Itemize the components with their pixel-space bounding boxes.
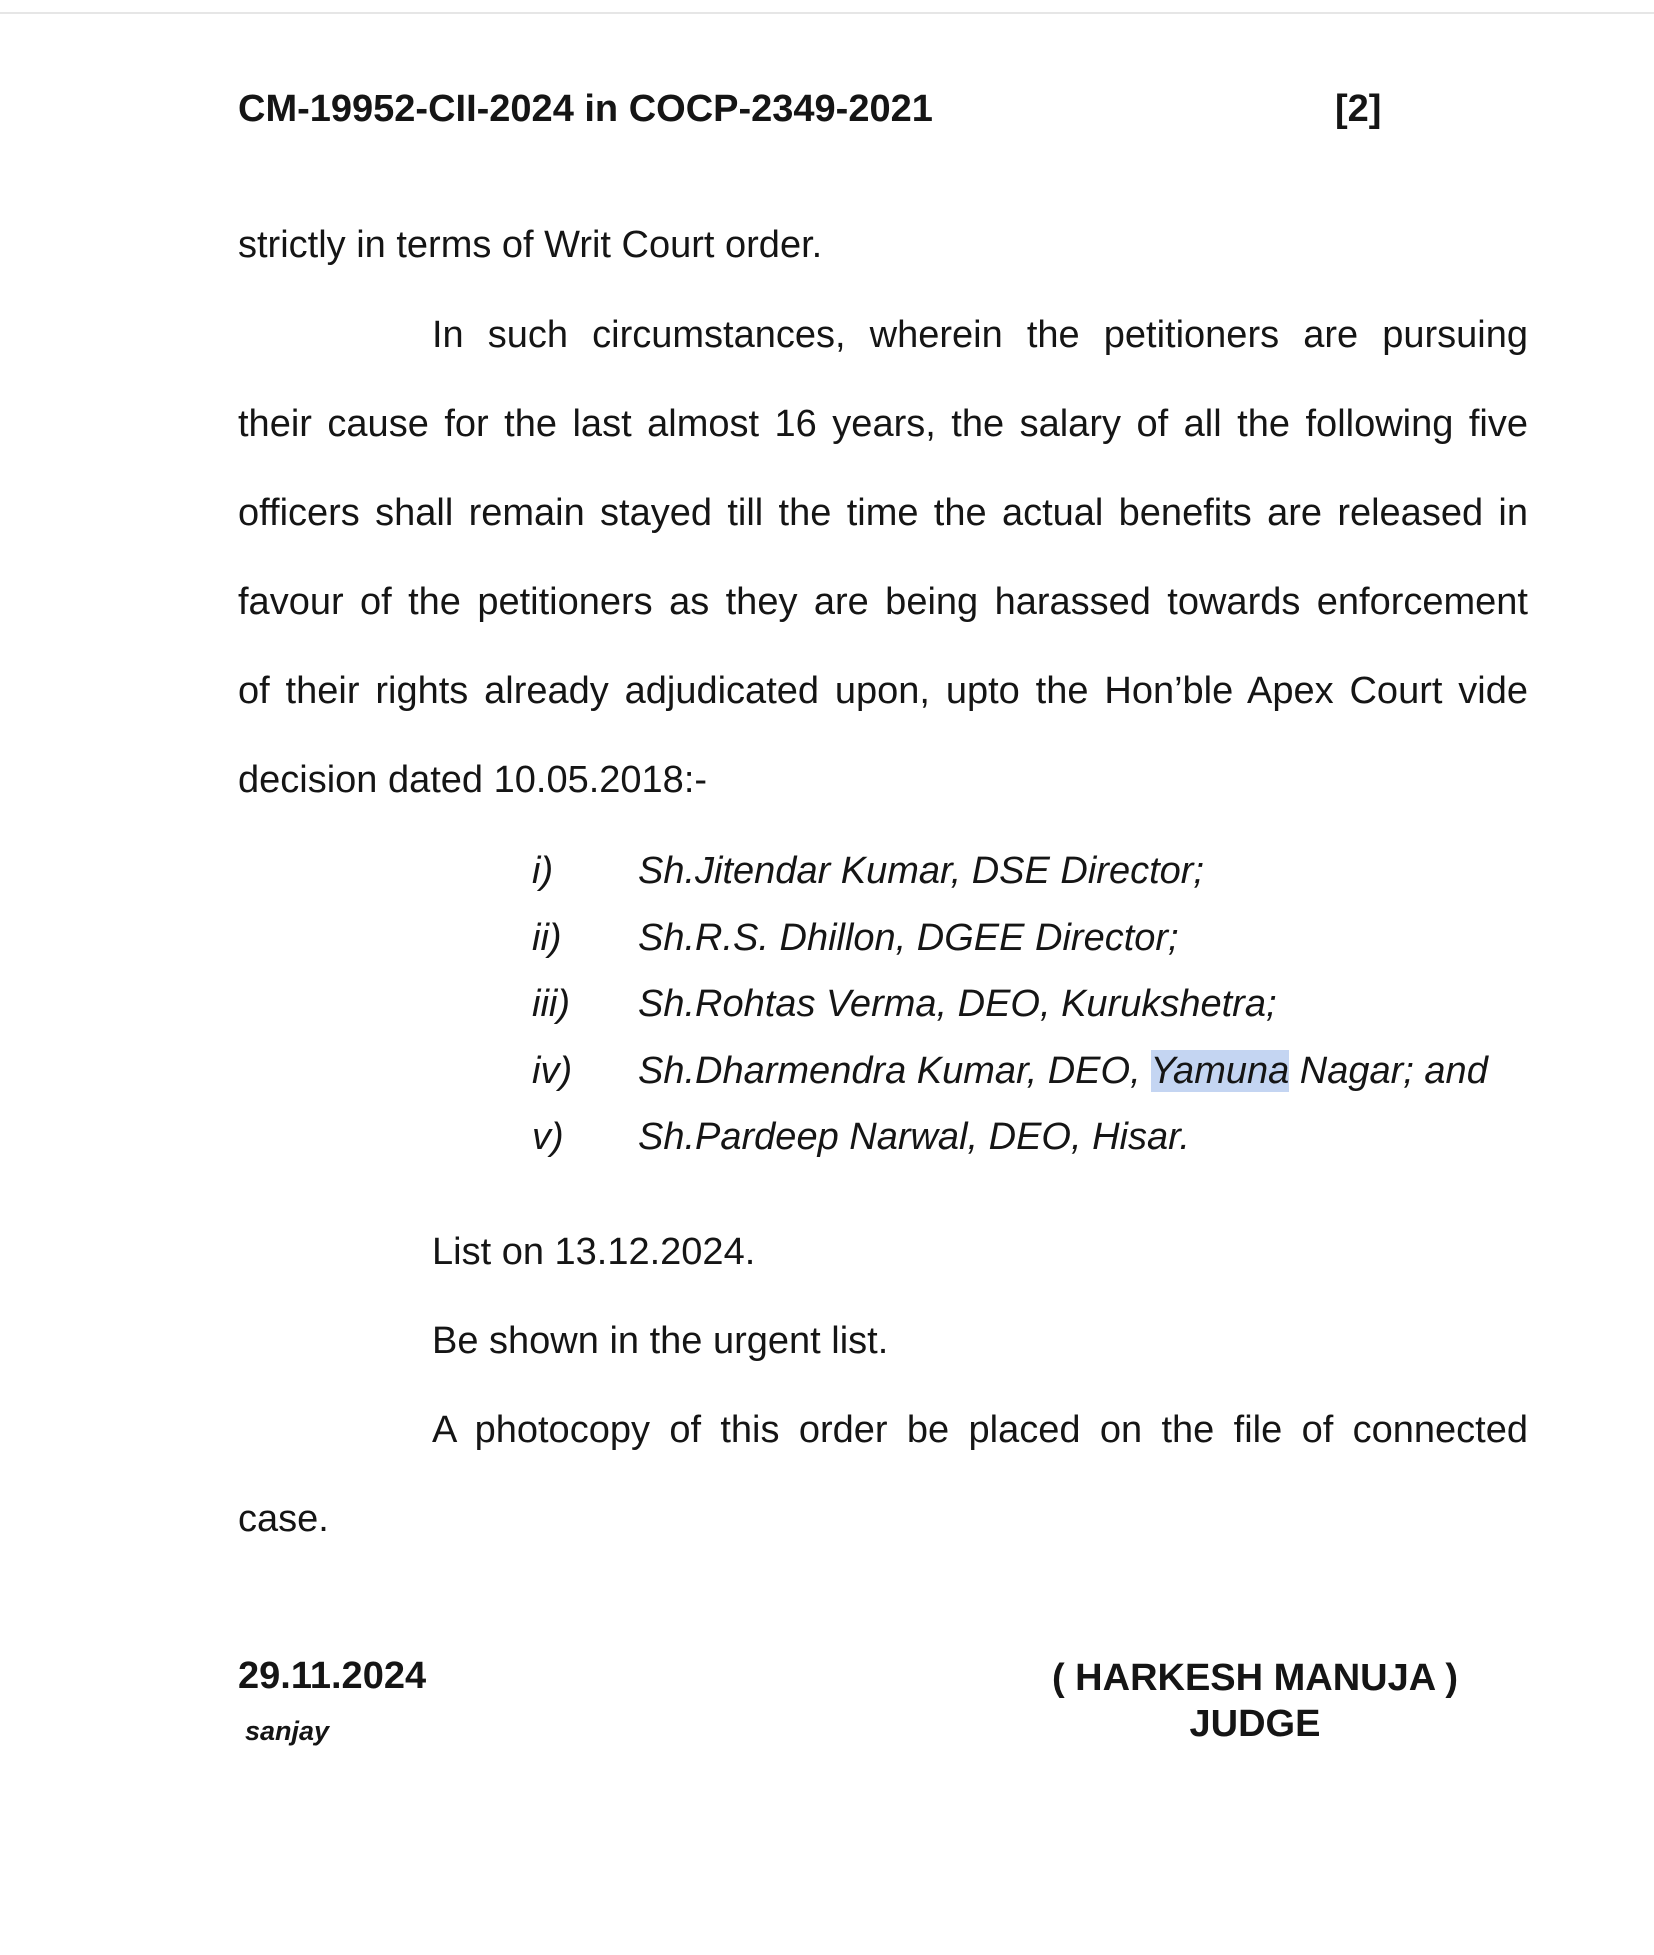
officer-name-suffix: Nagar; and	[1289, 1049, 1488, 1092]
officer-name: Sh.Pardeep Narwal, DEO, Hisar.	[638, 1116, 1190, 1158]
officer-name: Sh.R.S. Dhillon, DGEE Director;	[638, 916, 1179, 959]
urgent-list-line: Be shown in the urgent list.	[432, 1320, 889, 1362]
list-numeral: v)	[532, 1116, 564, 1158]
list-numeral: i)	[532, 850, 554, 892]
officer-name-prefix: Sh.Dharmendra Kumar, DEO,	[638, 1049, 1151, 1092]
officer-name: Sh.Jitendar Kumar, DSE Director;	[638, 850, 1204, 892]
para-line-4: favour of the petitioners as they are being harassed towards enforcement	[238, 581, 1528, 623]
order-date: 29.11.2024	[238, 1655, 427, 1697]
para-line-2: their cause for the last almost 16 years, the salary of all the following five	[238, 403, 1528, 445]
case-number: CM-19952-CII-2024 in COCP-2349-2021	[238, 88, 933, 130]
list-numeral: ii)	[532, 916, 562, 959]
case-header	[238, 88, 1388, 138]
officer-name: Sh.Rohtas Verma, DEO, Kurukshetra;	[638, 983, 1277, 1025]
list-on-line: List on 13.12.2024.	[432, 1231, 756, 1273]
list-item	[532, 1104, 1532, 1171]
list-item	[532, 905, 1532, 972]
list-item	[532, 1038, 1532, 1105]
judge-signature-block	[1030, 1655, 1480, 1747]
list-numeral: iv)	[532, 1049, 573, 1092]
officer-name	[638, 1038, 1488, 1105]
highlighted-word[interactable]: Yamuna	[1150, 1049, 1290, 1092]
list-item	[532, 971, 1532, 1038]
photocopy-line-cont: case.	[238, 1498, 329, 1540]
judge-name: ( HARKESH MANUJA )	[1051, 1657, 1459, 1699]
page-number: [2]	[1335, 88, 1382, 130]
clerk-initials: sanjay	[245, 1716, 330, 1746]
body-line-intro: strictly in terms of Writ Court order.	[238, 224, 823, 266]
top-rule	[0, 12, 1654, 14]
judge-title: JUDGE	[1189, 1703, 1321, 1745]
para-line-6: decision dated 10.05.2018:-	[238, 759, 708, 801]
para-line-5: of their rights already adjudicated upon, upto the Hon’ble Apex Court vide	[238, 670, 1528, 712]
para-line-3: officers shall remain stayed till the time the actual benefits are released in	[238, 492, 1528, 534]
photocopy-line: A photocopy of this order be placed on the file of connected	[432, 1409, 1528, 1451]
list-item	[532, 838, 1532, 905]
officers-list	[532, 838, 1532, 1171]
para-line-1: In such circumstances, wherein the petitioners are pursuing	[432, 314, 1528, 356]
list-numeral: iii)	[532, 983, 570, 1025]
